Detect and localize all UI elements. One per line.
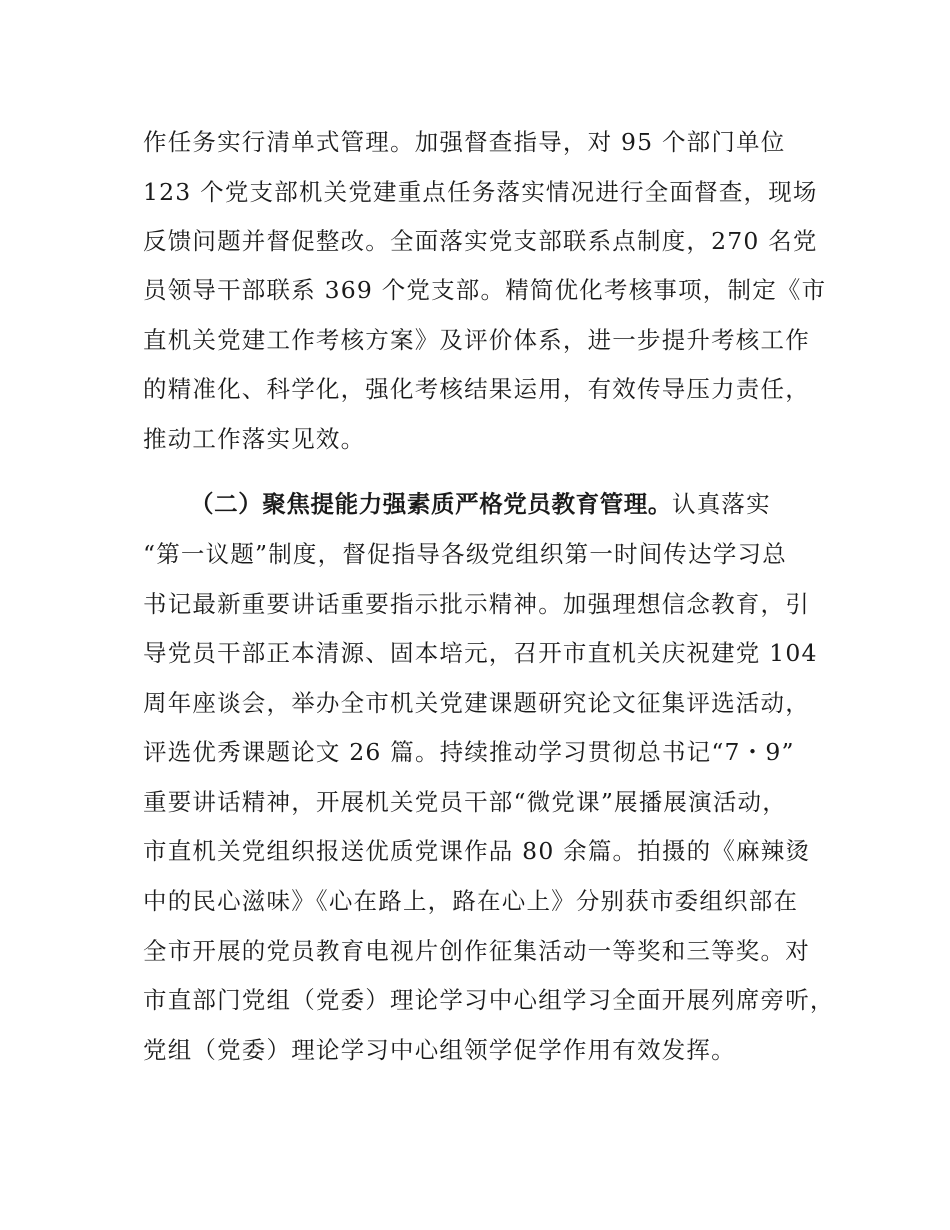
paragraph-1-line-4: 员领导干部联系 369 个党支部。精简优化考核事项，制定《市 [143,276,827,304]
paragraph-2-line-6: 评选优秀课题论文 26 篇。持续推动学习贯彻总书记“7・9” [143,738,795,766]
paragraph-2-line-12: 党组（党委）理论学习中心组领学促学作用有效发挥。 [143,1036,736,1064]
paragraph-1-line-2: 123 个党支部机关党建重点任务落实情况进行全面督查，现场 [143,178,818,206]
paragraph-1-line-7: 推动工作落实见效。 [143,425,366,453]
paragraph-1-line-1: 作任务实行清单式管理。加强督查指导，对 95 个部门单位 [143,128,786,156]
paragraph-2-line-5: 周年座谈会，举办全市机关党建课题研究论文征集评选活动， [143,689,810,717]
paragraph-2-line-10: 全市开展的党员教育电视片创作征集活动一等奖和三等奖。对 [143,937,810,965]
paragraph-2-line-4: 导党员干部正本清源、固本培元，召开市直机关庆祝建党 104 [143,639,818,667]
paragraph-2-line-9: 中的民心滋味》《心在路上，路在心上》分别获市委组织部在 [143,887,799,915]
paragraph-2-line-7: 重要讲话精神，开展机关党员干部“微党课”展播展演活动， [143,788,787,816]
paragraph-2-line-2: “第一议题”制度，督促指导各级党组织第一时间传达学习总 [143,540,787,568]
paragraph-1-line-5: 直机关党建工作考核方案》及评价体系，进一步提升考核工作 [143,326,810,354]
section-heading: （二）聚焦提能力强素质严格党员教育管理。 [190,490,672,518]
paragraph-1-line-3: 反馈问题并督促整改。全面落实党支部联系点制度，270 名党 [143,227,818,255]
paragraph-2-line-8: 市直机关党组织报送优质党课作品 80 余篇。拍摄的《麻辣烫 [143,837,811,865]
paragraph-2-line-11: 市直部门党组（党委）理论学习中心组学习全面开展列席旁听， [143,986,835,1014]
paragraph-2-line-1 [190,484,890,524]
paragraph-1-line-6: 的精准化、科学化，强化考核结果运用，有效传导压力责任， [143,375,810,403]
paragraph-2-line-1-rest: 认真落实 [672,490,771,518]
paragraph-2-line-3: 书记最新重要讲话重要指示批示精神。加强理想信念教育，引 [143,590,810,618]
